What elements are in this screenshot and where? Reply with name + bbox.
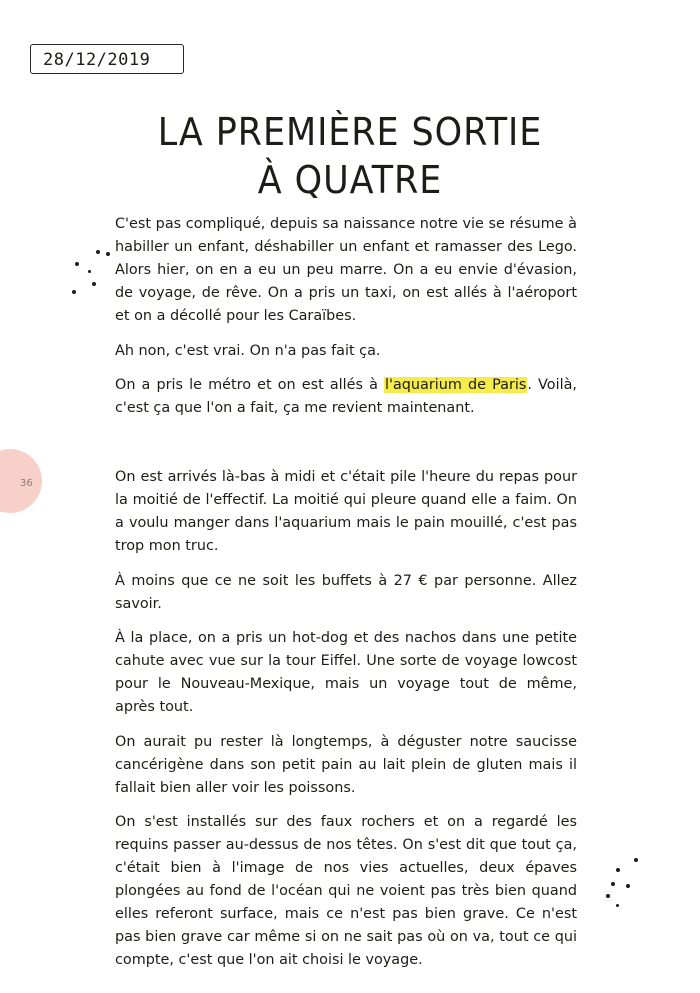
paragraph-6: À la place, on a pris un hot-dog et des nachos dans une petite cahute avec vue sur la tour Eiffel. Une sorte de voyage lowcost pour le Nouveau-Mexique, mais un voyage tout de même, après tout. <box>115 630 577 715</box>
chapter-title <box>28 108 672 204</box>
paragraph-5: À moins que ce ne soit les buffets à 27 € par personne. Allez savoir. <box>115 572 577 612</box>
paragraph-1: C'est pas compliqué, depuis sa naissance notre vie se résume à habiller un enfant, déshabiller un enfant et ramasser des Lego. Alors hier, on en a eu un peu marre. On a eu envie d'évasion, de voyage, de rêve. On a pris un taxi, on est allés à l'aéroport et on a décollé pour les Caraïbes. <box>115 216 577 324</box>
paragraph-3-after: . Voilà, c'est ça que l'on a fait, ça me revient maintenant. <box>115 377 577 416</box>
article-body <box>115 213 577 984</box>
page-number: 36 <box>20 478 33 489</box>
paragraph-2: Ah non, c'est vrai. On n'a pas fait ça. <box>115 342 381 359</box>
chapter-title-line-2: À QUATRE <box>257 158 443 202</box>
date-label: 28/12/2019 <box>30 44 184 74</box>
paragraph-3 <box>115 374 577 420</box>
paragraph-7: On aurait pu rester là longtemps, à déguster notre saucisse cancérigène dans son petit pain au lait plein de gluten mais il fallait bien aller voir les poissons. <box>115 733 577 796</box>
paragraph-3-before: On a pris le métro et on est allés à <box>115 377 385 393</box>
chapter-title-line-1: LA PREMIÈRE SORTIE <box>157 110 543 154</box>
paragraph-4: On est arrivés là-bas à midi et c'était pile l'heure du repas pour la moitié de l'effectif. La moitié qui pleure quand elle a faim. On a voulu manger dans l'aquarium mais le pain mouillé, c'est pas trop mon truc. <box>115 469 577 554</box>
highlighted-place-name: l'aquarium de Paris <box>385 377 527 393</box>
paragraph-8: On s'est installés sur des faux rochers et on a regardé les requins passer au-dessus de nos têtes. On s'est dit que tout ça, c'était bien à l'image de nos vies actuelles, deux épaves plongées au fond de l'océan qui ne voient pas très bien quand elles referont surface, mais ce n'est pas bien grave. Ce n'est pas bien grave car même si on ne sait pas où on va, tout ce qui compte, c'est que l'on ait choisi le voyage. <box>115 814 577 968</box>
